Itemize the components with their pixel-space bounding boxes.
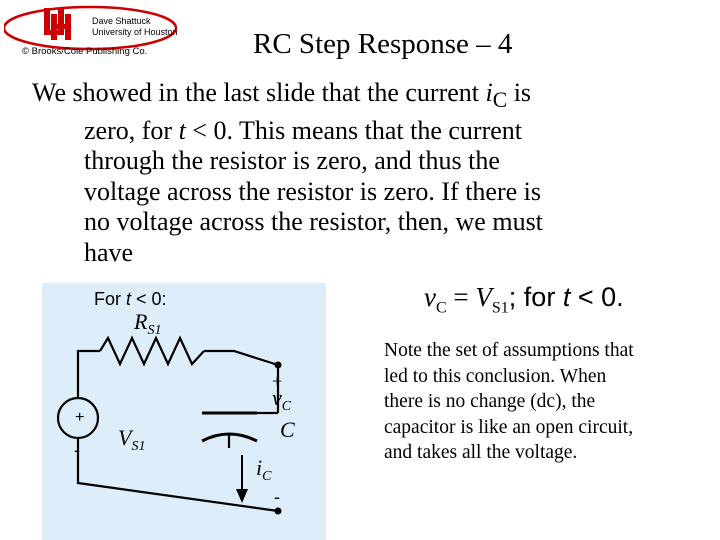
equation-condition-end: < 0. [570, 282, 624, 312]
text-segment: < 0. This means that the current [185, 115, 523, 145]
circuit-diagram [42, 283, 326, 540]
note-line: Note the set of assumptions that [384, 340, 634, 361]
logo-copyright: © Brooks/Cole Publishing Co. [22, 46, 148, 57]
note-line: there is no change (dc), the [384, 391, 596, 412]
note-line: capacitor is like an open circuit, [384, 416, 634, 438]
capacitor-name-label: C [280, 417, 295, 442]
time-variable: t [178, 115, 186, 145]
equation-rhs-subscript: S1 [491, 299, 509, 317]
equation [424, 282, 624, 317]
equation-lhs-subscript: C [435, 299, 447, 317]
paragraph-line: voltage across the resistor is zero. If there is [84, 176, 542, 206]
slide-title: RC Step Response – 4 [253, 28, 513, 60]
capacitor-minus-sign: - [274, 487, 280, 507]
circuit-heading: For t < 0: [94, 289, 167, 309]
text-segment: zero, for [84, 115, 179, 145]
equation-rhs-variable: V [475, 282, 492, 312]
text-segment: We showed in the last slide that the current [32, 78, 486, 107]
capacitor-voltage-label: $v_C$ [272, 385, 292, 414]
body-paragraph [32, 78, 672, 268]
current-label: $i_C$ [256, 455, 272, 484]
equation-lhs-variable: v [424, 282, 436, 312]
capacitor-plus-sign: + [272, 371, 283, 391]
resistor-label: $R_{S1}$ [134, 309, 162, 338]
logo-text [92, 16, 178, 38]
uh-monogram [44, 8, 71, 40]
equation-equals: = [446, 282, 476, 312]
equation-time-variable: t [562, 282, 571, 312]
terminal-bottom [275, 508, 282, 515]
paragraph-line: through the resistor is zero, and thus the [84, 146, 500, 176]
paragraph-line [32, 116, 672, 147]
paragraph-line: have [84, 237, 134, 267]
logo-line-university: University of Houston [92, 27, 178, 37]
note-line: led to this conclusion. When [384, 365, 607, 387]
terminal-top [275, 362, 282, 369]
note-line: and takes all the voltage. [384, 442, 578, 463]
current-subscript: C [492, 88, 508, 113]
text-segment: is [507, 78, 532, 107]
logo [4, 4, 182, 56]
source-label: $V_{S1}$ [118, 425, 146, 454]
paragraph-line: no voltage across the resistor, then, we must [84, 207, 543, 237]
source-plus-sign: + [75, 409, 85, 426]
side-note [384, 338, 704, 466]
current-variable: i [485, 78, 493, 107]
logo-line-author: Dave Shattuck [92, 16, 151, 26]
paragraph-line [32, 78, 672, 116]
source-minus-sign: - [74, 440, 80, 460]
equation-condition: ; for [508, 282, 563, 312]
